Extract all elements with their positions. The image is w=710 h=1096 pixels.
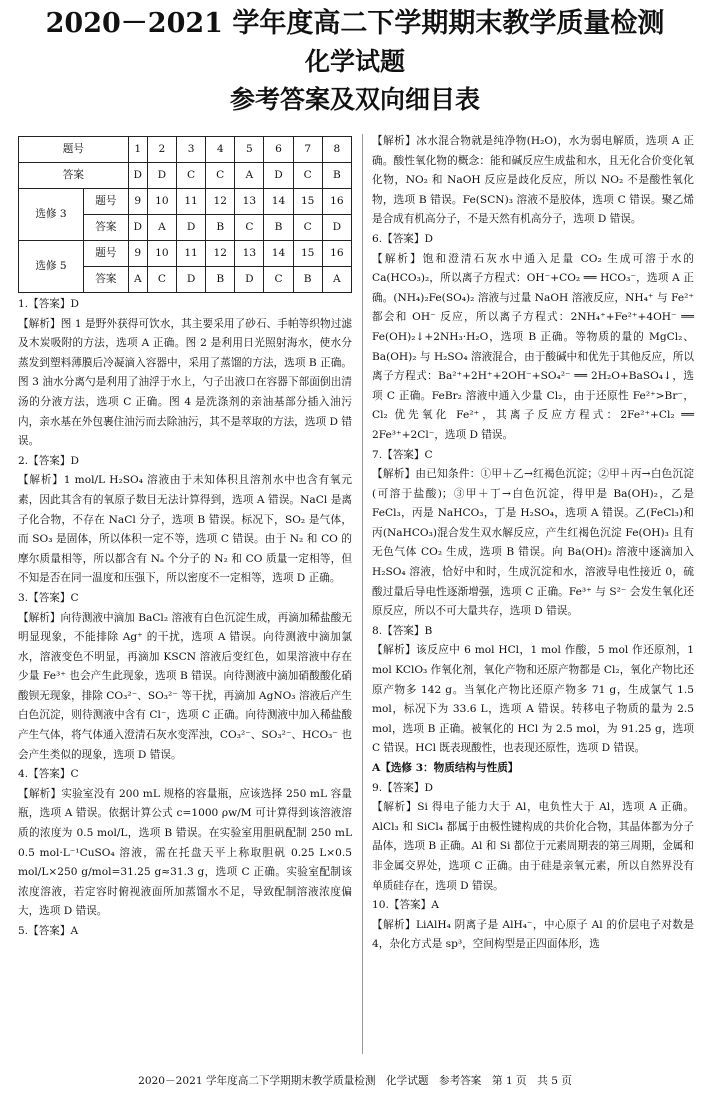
table-cell: 3 [176,137,205,163]
answer-heading: 1.【答案】D [18,298,79,310]
table-section-label: 选修 3 [19,189,84,241]
table-cell: 13 [235,241,264,267]
table-cell: 13 [235,189,264,215]
explanation-paragraph: 【解析】向待测液中滴加 BaCl₂ 溶液有白色沉淀生成，再滴加稀盐酸无明显现象，不能排除 Ag⁺ 的干扰，选项 A 错误。向待测液中滴加氯水，溶液变色不明显，再滴加 KSCN 溶液后变红色，如果溶液中存在少量 Fe³⁺ 也会产生此现象，选项 B 错误。向待测液中滴加硝酸酸化硝酸钡无现象，排除 CO₃²⁻、SO₃²⁻ 等干扰，再滴加 AgNO₃ 溶液后产生白色沉淀，则待测液中含有 Cl⁻，选项 C 正确。向待测液中加入稀盐酸产生气体，将气体通入澄清石灰水变浑浊，CO₃²⁻、SO₃²⁻、HCO₃⁻ 也会产生类似的现象，选项 D 错误。 [18,611,352,761]
table-cell: D [128,163,147,189]
left-column [18,136,352,942]
table-cell: 15 [293,189,322,215]
table-header-cell: 答案 [84,267,129,293]
table-cell: D [176,267,205,293]
table-cell: D [322,215,351,241]
table-cell: D [147,163,176,189]
explanation-paragraph: 【解析】实验室没有 200 mL 规格的容量瓶，应该选择 250 mL 容量瓶，选项 A 错误。依据计算公式 c=1000 ρw/M 可计算得到该溶液溶质的浓度为 0.5 mol/L，选项 B 错误。在实验室用胆矾配制 250 mL 0.5 mol·L⁻¹CuSO₄ 溶液，需在托盘天平上称取胆矾 0.25 L×0.5 mol/L×250 g/mol=31.25 g≈31.3 g，选项 C 正确。实验室配制该浓度溶液，若定容时俯视液面所加蒸馏水不足，导致配制溶液浓度偏大，选项 D 错误。 [18,787,352,918]
document-title: 参考答案及双向细目表 [229,85,480,114]
table-cell: B [322,163,351,189]
table-cell: B [206,215,235,241]
table-cell: B [293,267,322,293]
table-cell: A [128,267,147,293]
table-cell: 10 [147,189,176,215]
table-cell: A [235,163,264,189]
table-cell: D [264,163,293,189]
table-cell: A [147,215,176,241]
table-cell: C [264,267,293,293]
table-header-cell: 答案 [84,215,129,241]
table-cell: 11 [176,189,205,215]
table-cell: C [293,163,322,189]
explanation-paragraph: 【解析】图 1 是野外获得可饮水，其主要采用了砂石、手帕等织物过滤及木炭吸附的方法，选项 A 正确。图 2 是利用日光照射海水，使水分蒸发到塑料薄膜后冷凝滴入容器中，采用了蒸馏的方法，选项 B 正确。图 3 油水分离勺是利用了油浮于水上，勺子出液口在容器下部面倒出清汤的分液方法，选项 C 正确。图 4 是洗涤剂的亲油基部分插入油污内，亲水基在外包裹住油污而去除油污，其不是萃取的方法，选项 D 错误。 [18,317,352,448]
table-cell: C [235,215,264,241]
explanation-paragraph: 【解析】该反应中 6 mol HCl，1 mol 作酸，5 mol 作还原剂，1 mol KClO₃ 作氧化剂，氧化产物和还原产物都是 Cl₂，氧化产物比还原产物多 142 g。当氧化产物比还原产物多 71 g，生成氯气 1.5 mol，标况下为 33.6 L，选项 A 错误。转移电子物质的量为 2.5 mol，选项 B 正确。被氧化的 HCl 为 2.5 mol，为 91.25 g，选项 C 错误。HCl 既表现酸性，也表现还原性，选项 D 错误。 [372,644,694,755]
table-cell: 1 [128,137,147,163]
table-cell: 14 [264,241,293,267]
table-cell: B [206,267,235,293]
subject-title: 化学试题 [304,47,405,76]
answer-heading: 9.【答案】D [372,781,433,794]
table-cell: 14 [264,189,293,215]
table-cell: A [322,267,351,293]
table-header-cell: 题号 [19,137,129,163]
table-cell: 16 [322,241,351,267]
table-cell: 5 [235,137,264,163]
answer-table [18,136,352,293]
table-section-label: 选修 5 [19,241,84,293]
exam-title: 2020－2021 学年度高二下学期期末教学质量检测 [45,8,665,39]
explanation-paragraph: 【解析】Si 得电子能力大于 Al，电负性大于 Al，选项 A 正确。AlCl₃ 和 SiCl₄ 都属于由极性键构成的共价化合物，其晶体都为分子晶体，选项 B 正确。Al 和 Si 都位于元素周期表的第三周期，金属和非金属交界处，选项 C 正确。由于硅是亲氧元素，所以自然界没有单质硅存在，选项 D 错误。 [372,801,694,892]
table-header-cell: 答案 [19,163,129,189]
section-heading: A【选修 3：物质结构与性质】 [372,762,519,774]
table-cell: 12 [206,189,235,215]
answer-heading: 2.【答案】D [18,454,79,467]
table-cell: C [293,215,322,241]
table-cell: B [264,215,293,241]
table-cell: D [176,215,205,241]
table-cell: C [206,163,235,189]
table-header-cell: 题号 [84,241,129,267]
answer-heading: 7.【答案】C [372,448,433,461]
table-row [19,189,352,215]
table-cell: C [176,163,205,189]
table-row [19,163,352,189]
table-cell: 11 [176,241,205,267]
answer-heading: 3.【答案】C [18,591,79,604]
explanation-paragraph: 【解析】由已知条件：①甲＋乙→红褐色沉淀；②甲＋丙→白色沉淀(可溶于盐酸)；③甲＋丁→白色沉淀，得甲是 Ba(OH)₂，乙是 FeCl₃，丙是 NaHCO₃，丁是 H₂SO₄，选项 A 错误。乙(FeCl₃)和丙(NaHCO₃)混合发生双水解反应，产生红褐色沉淀 Fe(OH)₃ 且有无色气体 CO₂ 生成，选项 B 错误。向 Ba(OH)₂ 溶液中逐滴加入 H₂SO₄ 溶液，恰好中和时，生成沉淀和水，溶液导电性接近 0，硫酸过量后导电性逐渐增强，选项 C 正确。Fe³⁺ 与 S²⁻ 会发生氧化还原反应，所以不可大量共存，选项 D 错误。 [372,468,694,618]
answer-heading: 6.【答案】D [372,232,433,245]
table-row [19,241,352,267]
table-cell: 9 [128,189,147,215]
explanation-paragraph: 【解析】1 mol/L H₂SO₄ 溶液由于未知体积且溶剂水中也含有氧元素，因此其含有的氧原子数目无法计算得到，选项 A 错误。NaCl 是离子化合物，不存在 NaCl 分子，选项 B 错误。标况下，SO₂ 是气体，而 SO₃ 是固体，所以体积一定不等，选项 C 错误。由于 N₂ 和 CO 的摩尔质量相等，所以都含有 Nₐ 个分子的 N₂ 和 CO 质量一定相等，但不知是否在同一温度和压强下，所以密度不一定相等，选项 D 正确。 [18,474,352,585]
table-cell: 7 [293,137,322,163]
table-cell: 10 [147,241,176,267]
answer-heading: 4.【答案】C [18,768,79,781]
answer-heading: 10.【答案】A [372,899,439,912]
table-cell: 8 [322,137,351,163]
answer-heading: 5.【答案】A [18,925,79,937]
table-row [19,137,352,163]
explanation-paragraph: 【解析】LiAlH₄ 阴离子是 AlH₄⁻，中心原子 Al 的价层电子对数是 4，杂化方式是 sp³，空间构型是正四面体形，选 [372,918,694,951]
table-cell: D [235,267,264,293]
explanation-paragraph: 【解析】冰水混合物就是纯净物(H₂O)，水为弱电解质，选项 A 正确。酸性氧化物的概念：能和碱反应生成盐和水，且无化合价变化氧化物，NO₂ 和 NaOH 反应是歧化反应，所以 NO₂ 不是酸性氧化物，选项 B 错误。Fe(SCN)₃ 溶液不是胶体，选项 C 错误。聚乙烯是合成有机高分子，不是天然有机高分子，选项 D 错误。 [372,135,694,226]
table-cell: 6 [264,137,293,163]
page-footer: 2020－2021 学年度高二下学期期末教学质量检测 化学试题 参考答案 第 1 页 共 5 页 [138,1075,572,1087]
table-cell: 9 [128,241,147,267]
table-cell: 15 [293,241,322,267]
table-cell: 2 [147,137,176,163]
right-column [372,132,694,955]
table-cell: C [147,267,176,293]
table-cell: D [128,215,147,241]
table-cell: 4 [206,137,235,163]
answer-heading: 8.【答案】B [372,624,433,637]
table-cell: 12 [206,241,235,267]
column-divider [362,134,363,1054]
explanation-paragraph: 【解析】饱和澄清石灰水中通入足量 CO₂ 生成可溶于水的 Ca(HCO₃)₂，所以离子方程式：OH⁻+CO₂ ══ HCO₃⁻，选项 A 正确。(NH₄)₂Fe(SO₄)₂ 溶液与过量 NaOH 溶液反应，NH₄⁺ 与 Fe²⁺ 都会和 OH⁻ 反应，所以离子方程式：2NH₄⁺+Fe²⁺+4OH⁻ ══ Fe(OH)₂↓+2NH₃·H₂O，选项 B 正确。等物质的量的 MgCl₂、Ba(OH)₂ 与 H₂SO₄ 溶液混合，由于酸碱中和优先于其他反应，所以离子方程式：Ba²⁺+2H⁺+2OH⁻+SO₄²⁻ ══ 2H₂O+BaSO₄↓，选项 C 正确。FeBr₂ 溶液中通入少量 Cl₂，由于还原性 Fe²⁺>Br⁻，Cl₂ 优先氧化 Fe²⁺，其离子反应方程式：2Fe²⁺+Cl₂ ══ 2Fe³⁺+2Cl⁻，选项 D 错误。 [372,252,694,441]
table-cell: 16 [322,189,351,215]
table-header-cell: 题号 [84,189,129,215]
